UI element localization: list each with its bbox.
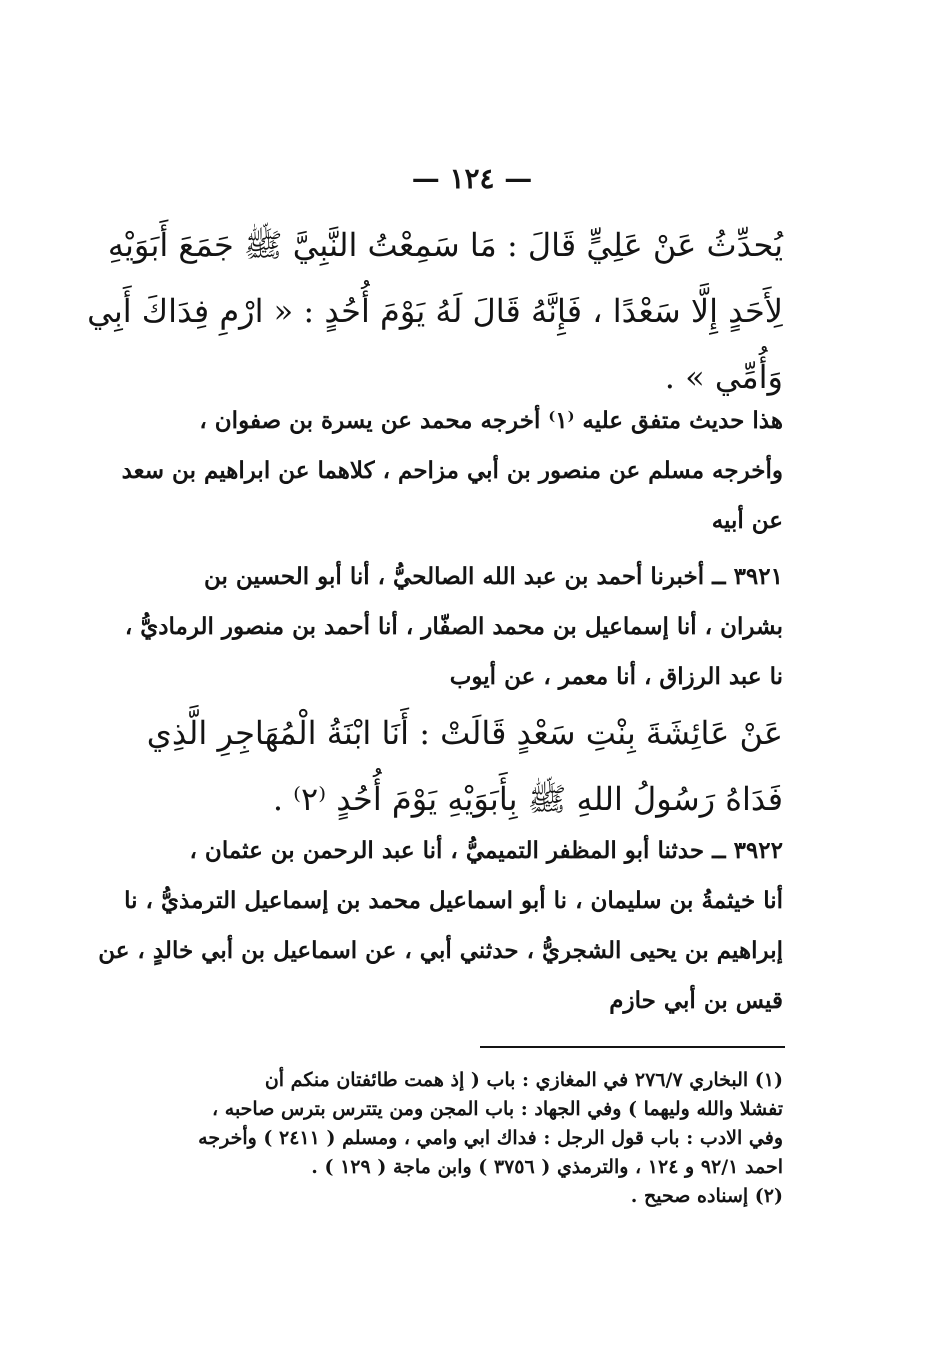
isnad-line: ٣٩٢٢ ــ حدثنا أبو المظفر التميميُّ ، أنا عبد الرحمن بن عثمان ، — [189, 837, 783, 864]
commentary-paragraph — [121, 396, 783, 546]
footnote-line: تفشلا والله وليهما ) وفي الجهاد : باب المجن ومن يتترس بترس صاحبه ، — [212, 1098, 783, 1120]
isnad-line: ٣٩٢١ ــ أخبرنا أحمد بن عبد الله الصالحيُّ ، أنا أبو الحسين بن — [204, 563, 783, 590]
commentary-line: وأخرجه مسلم عن منصور بن أبي مزاحم ، كلاهما عن ابراهيم بن سعد — [121, 457, 783, 484]
isnad-line: قيس بن أبي حازم — [609, 987, 783, 1014]
footnote-divider — [480, 1046, 785, 1048]
hadith-line: وَأُمِّي » . — [664, 358, 783, 396]
isnad-line: بشران ، أنا إسماعيل بن محمد الصفّار ، أنا أحمد بن منصور الرماديُّ ، — [124, 613, 783, 640]
page-number: — ١٢٤ — — [411, 162, 533, 195]
hadith-line: عَنْ عَائِشَةَ بِنْتِ سَعْدٍ قَالَتْ : أَنَا ابْنَةُ الْمُهَاجِرِ الَّذِي — [146, 714, 783, 752]
isnad-paragraph — [124, 552, 783, 702]
footnote-line: احمد ٩٢/١ و ١٢٤ ، والترمذي ( ٣٧٥٦ ) وابن ماجة ( ١٢٩ ) . — [311, 1156, 783, 1178]
isnad-line: إبراهيم بن يحيى الشجريُّ ، حدثني أبي ، عن اسماعيل بن أبي خالدٍ ، عن — [98, 937, 783, 964]
commentary-line: هذا حديث متفق عليه ⁽١⁾ أخرجه محمد عن يسرة بن صفوان ، — [199, 407, 783, 434]
footnote-line: (٢) إسناده صحيح . — [630, 1185, 783, 1207]
hadith-text — [87, 212, 783, 410]
isnad-line: أنا خيثمةُ بن سليمان ، نا أبو اسماعيل محمد بن إسماعيل الترمذيُّ ، نا — [124, 887, 783, 914]
commentary-line: عن أبيه — [711, 507, 783, 534]
footnote-line: (١) البخاري ٢٧٦/٧ في المغازي : باب ( إذ همت طائفتان منكم أن — [264, 1069, 783, 1091]
isnad-line: نا عبد الرزاق ، أنا معمر ، عن أيوب — [449, 663, 783, 690]
hadith-line: فَدَاهُ رَسُولُ اللهِ ﷺ بِأَبَوَيْهِ يَوْمَ أُحُدٍ ⁽٢⁾ . — [272, 780, 783, 818]
isnad-paragraph — [98, 826, 783, 1026]
hadith-text — [128, 700, 783, 832]
footnote-line: وفي الادب : باب قول الرجل : فداك ابي وامي ، ومسلم ( ٢٤١١ ) وأخرجه — [198, 1127, 783, 1149]
footnotes — [128, 1066, 783, 1211]
hadith-line: يُحدِّثُ عَنْ عَلِيٍّ قَالَ : مَا سَمِعْتُ النَّبِيَّ ﷺ جَمَعَ أَبَوَيْهِ — [107, 226, 783, 264]
hadith-line: لِأَحَدٍ إِلَّا سَعْدًا ، فَإِنَّهُ قَالَ لَهُ يَوْمَ أُحُدٍ : « ارْمِ فِدَاكَ أَبِي — [87, 292, 783, 330]
